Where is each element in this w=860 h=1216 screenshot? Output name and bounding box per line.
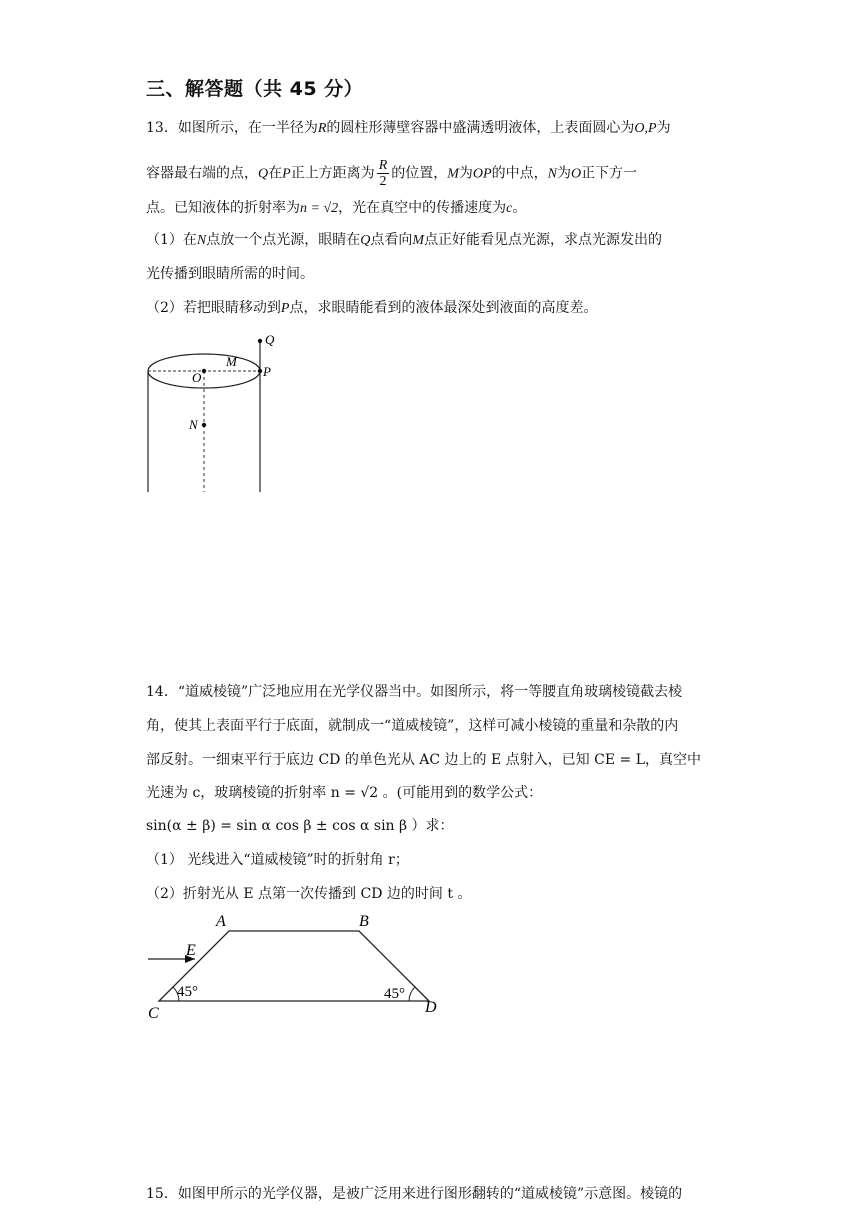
label-p: P [263,364,271,379]
label-o: O [192,370,202,385]
q14-part-2: （2）折射光从 E 点第一次传播到 CD 边的时间 t 。 [146,886,472,902]
label-e: E [186,942,196,959]
label-n: N [189,417,198,432]
label-b: B [359,913,369,930]
angle-arc-right [409,987,415,1001]
q14-line-3: 部反射。一细束平行于底边 CD 的单色光从 AC 边上的 E 点射入，已知 CE = L，真空中 [146,752,701,768]
q13-line-1: 13．如图所示，在一半径为R的圆柱形薄壁容器中盛满透明液体，上表面圆心为O,P为 [146,120,671,136]
q13-line-3: 点。已知液体的折射率为n = √2，光在真空中的传播速度为c。 [146,200,527,216]
q13-part-1: （1）在N点放一个点光源，眼睛在Q点看向M点正好能看见点光源，求点光源发出的 [146,232,663,248]
q14-line-1: 14．“道威棱镜”广泛地应用在光学仪器当中。如图所示，将一等腰直角玻璃棱镜截去棱 [146,684,683,700]
label-m: M [226,354,237,369]
q13-cylinder-figure [140,330,290,495]
point-q [258,339,262,343]
q14-line-4: 光速为 c，玻璃棱镜的折射率 n = √2 。(可能用到的数学公式： [146,785,543,801]
label-d: D [425,999,437,1016]
q14-line-2: 角，使其上表面平行于底面，就制成一“道威棱镜”，这样可减小棱镜的重量和杂散的内 [146,718,679,734]
q14-line-5: sin(α ± β) = sin α cos β ± cos α sin β ）求： [146,818,454,834]
q14-dove-prism-figure [140,908,450,1023]
point-n [202,423,206,427]
section-title: 三、解答题（共 45 分） [146,78,364,100]
label-c: C [148,1005,159,1022]
fraction-r-over-2: $\frac{R}{2}$ [378,158,388,189]
q13-line-2: 容器最右端的点，Q在P正上方距离为 $\frac{R}{2}$ 的位置，M为OP的中点，N为O正下方一 [146,158,638,189]
q15-line-1: 15．如图甲所示的光学仪器，是被广泛用来进行图形翻转的“道威棱镜”示意图。棱镜的 [146,1186,683,1202]
label-angle-left: 45° [177,984,198,1000]
q13-part-1-cont: 光传播到眼睛所需的时间。 [146,266,314,282]
label-q: Q [265,332,275,347]
point-o [202,369,206,373]
point-p [258,369,262,373]
q13-part-2: （2）若把眼睛移动到P点，求眼睛能看到的液体最深处到液面的高度差。 [146,300,598,316]
label-angle-right: 45° [384,986,405,1002]
label-a: A [216,913,226,930]
q14-part-1: （1） 光线进入“道威棱镜”时的折射角 r； [146,852,409,868]
